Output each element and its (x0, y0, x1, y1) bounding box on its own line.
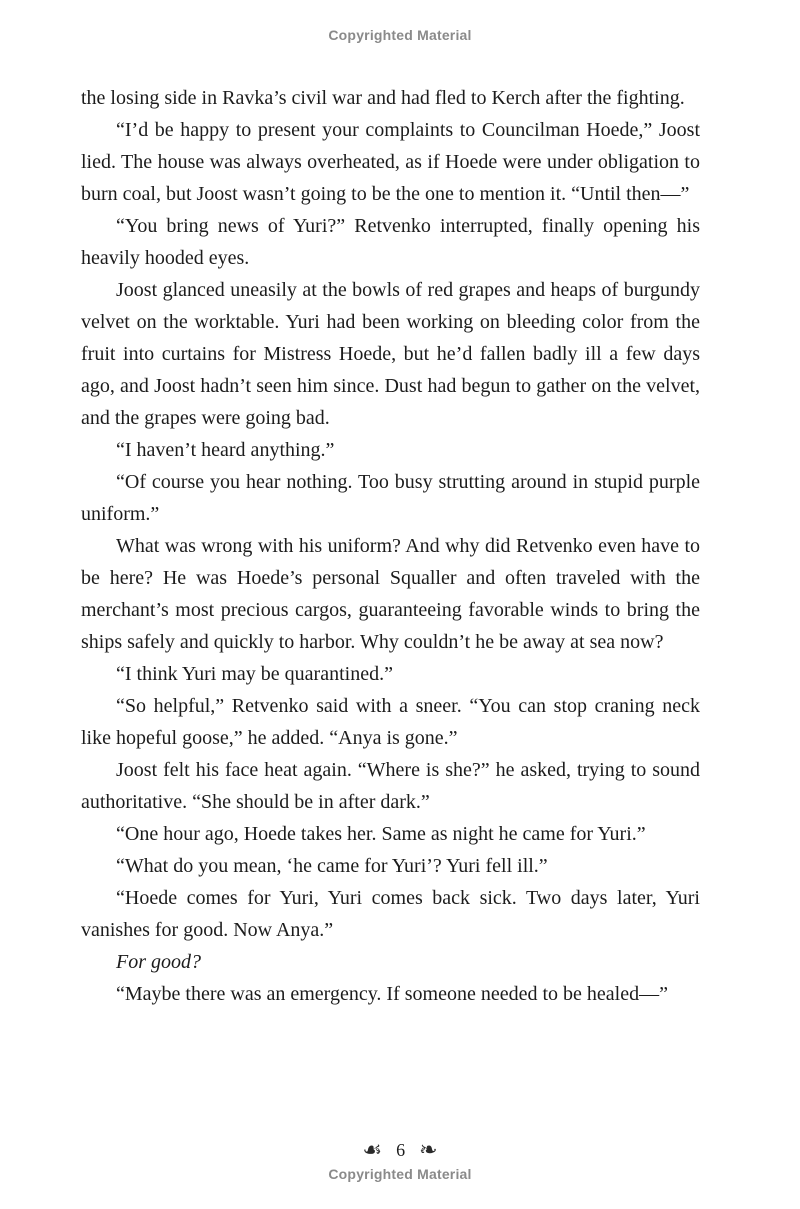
copyright-watermark-top: Copyrighted Material (328, 27, 472, 43)
copyright-watermark-bottom: Copyrighted Material (328, 1166, 472, 1182)
paragraph: “I think Yuri may be quarantined.” (116, 663, 393, 685)
paragraph: “Hoede comes for Yuri, Yuri comes back sick. Two days later, Yuri vanishes for good. Now Anya.” (81, 887, 700, 941)
paragraph: “I haven’t heard anything.” (116, 439, 335, 461)
paragraph: “What do you mean, ‘he came for Yuri’? Yuri fell ill.” (116, 855, 548, 877)
body-text (81, 82, 700, 1010)
paragraph: “Maybe there was an emergency. If someone needed to be healed—” (116, 983, 668, 1005)
paragraph: Joost felt his face heat again. “Where is she?” he asked, trying to sound authoritative. “She should be in after dark.” (81, 759, 700, 813)
page-folio (0, 1138, 800, 1162)
paragraph: “I’d be happy to present your complaints to Councilman Hoede,” Joost lied. The house was always overheated, as if Hoede were under obligation to burn coal, but Joost wasn’t going to be the one to mention it. “Until then—” (81, 119, 700, 205)
paragraph: “One hour ago, Hoede takes her. Same as night he came for Yuri.” (116, 823, 646, 845)
paragraph: “You bring news of Yuri?” Retvenko interrupted, finally opening his heavily hooded eyes. (81, 215, 700, 269)
right-flourish-icon: ❧ (419, 1137, 438, 1162)
paragraph: Joost glanced uneasily at the bowls of red grapes and heaps of burgundy velvet on the worktable. Yuri had been working on bleeding color from the fruit into curtains for Mistress Hoede, but he’d fallen badly ill a few days ago, and Joost hadn’t seen him since. Dust had begun to gather on the velvet, and the grapes were going bad. (81, 279, 700, 429)
paragraph-italic-thought: For good? (116, 951, 201, 973)
paragraph: “Of course you hear nothing. Too busy strutting around in stupid purple uniform.” (81, 471, 700, 525)
page-number: 6 (396, 1139, 406, 1160)
paragraph: What was wrong with his uniform? And why did Retvenko even have to be here? He was Hoede’s personal Squaller and often traveled with the merchant’s most precious cargos, guaranteeing favorable winds to bring the ships safely and quickly to harbor. Why couldn’t he be away at sea now? (81, 535, 700, 653)
paragraph: “So helpful,” Retvenko said with a sneer. “You can stop craning neck like hopeful goose,” he added. “Anya is gone.” (81, 695, 700, 749)
paragraph-continued: the losing side in Ravka’s civil war and had fled to Kerch after the fighting. (81, 87, 685, 109)
left-flourish-icon: ☙ (362, 1137, 383, 1162)
